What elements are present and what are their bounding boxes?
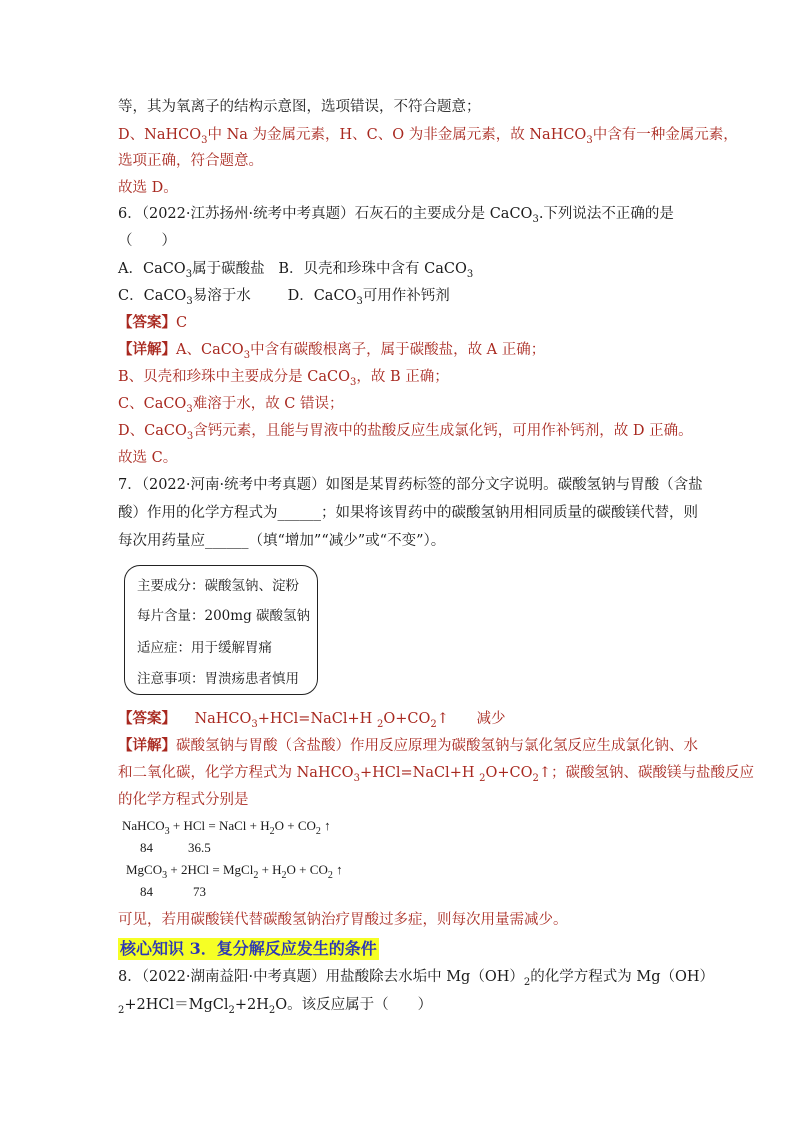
question-6-blank: （ ） — [118, 233, 176, 249]
equation-1-mass-a: 84 — [140, 840, 153, 855]
section-heading: 核心知识 3．复分解反应发生的条件 — [120, 939, 377, 958]
equation-2-mass-b: 73 — [193, 884, 206, 899]
medicine-label-box — [124, 565, 318, 695]
detail-line: C、CaCO$_3$难溶于水，故 C 错误； — [118, 396, 344, 415]
question-6-options-ab: A．CaCO$_3$属于碳酸盐 B．贝壳和珍珠中含有 CaCO$_3$ — [118, 261, 474, 280]
answer-line: 【答案】C — [118, 314, 188, 331]
question-8-stem: $_2+2HCl=MgCl_2+2H_2O$。该反应属于（ ） — [118, 997, 433, 1016]
detail-line: 【详解】A、CaCO$_3$中含有碳酸根离子，属于碳酸盐，故 A 正确； — [118, 341, 546, 361]
text-line: 等，其为氧离子的结构示意图，选项错误，不符合题意； — [118, 99, 481, 115]
question-7-stem: 每次用药量应______（填“增加”“减少”或“不变”）。 — [118, 533, 446, 549]
question-6-stem: 6．（2022·江苏扬州·统考中考真题）石灰石的主要成分是 CaCO$_3$.下列说法不正确的是 — [118, 206, 674, 225]
detail-line: D、CaCO$_3$含钙元素，且能与胃液中的盐酸反应生成氯化钙，可用作补钙剂，故 D 正确。 — [118, 423, 693, 442]
question-6-options-cd: C．CaCO$_3$易溶于水 D．CaCO$_3$可用作补钙剂 — [118, 288, 450, 307]
question-8-stem: 8．（2022·湖南益阳·中考真题）用盐酸除去水垢中 $Mg(OH)_2$的化学方程式为 Mg（OH） — [118, 969, 715, 988]
text-line: 选项正确，符合题意。 — [118, 153, 263, 169]
answer-line: 【答案】 NaHCO$_3$+HCl=NaCl+H $_2O+CO_2↑$ 减少 — [118, 710, 506, 730]
label-line: 主要成分：碳酸氢钠、淀粉 — [137, 578, 299, 594]
equation-2-mass-a: 84 — [140, 884, 153, 899]
equation-1: NaHCO$_3$ + HCl = NaCl + $H_2O + CO_2$ ↑ — [122, 818, 331, 837]
equation-1-mass-b: 36.5 — [188, 840, 211, 855]
label-line: 每片含量：200mg 碳酸氢钠 — [137, 608, 311, 624]
label-line: 注意事项：胃溃疡患者慎用 — [137, 671, 299, 687]
detail-line: B、贝壳和珍珠中主要成分是 CaCO$_3$，故 B 正确； — [118, 369, 449, 388]
conclusion-line: 可见，若用碳酸镁代替碳酸氢钠治疗胃酸过多症，则每次用量需减少。 — [118, 912, 568, 928]
detail-line: 的化学方程式分别是 — [118, 792, 249, 808]
question-7-stem: 酸）作用的化学方程式为______；如果将该胃药中的碳酸氢钠用相同质量的碳酸镁代替，则 — [118, 505, 698, 521]
conclusion-line: 故选 C。 — [118, 450, 178, 466]
text-line: 故选 D。 — [118, 180, 178, 196]
detail-line: 【详解】碳酸氢钠与胃酸（含盐酸）作用反应原理为碳酸氢钠与氯化氢反应生成氯化钠、水 — [118, 737, 698, 754]
detail-line: 和二氧化碳，化学方程式为 NaHCO$_3$+HCl=NaCl+H $_2O+CO_2↑$；碳酸氢钠、碳酸镁与盐酸反应 — [118, 765, 755, 784]
question-7-stem: 7．（2022·河南·统考中考真题）如图是某胃药标签的部分文字说明。碳酸氢钠与胃酸（含盐 — [118, 477, 703, 493]
text-line: D、NaHCO$_3$中 Na 为金属元素，H、C、O 为非金属元素，故 NaHCO$_3$中含有一种金属元素， — [118, 127, 738, 146]
label-line: 适应症：用于缓解胃痛 — [137, 640, 272, 656]
equation-2: MgCO$_3$ + 2HCl = MgCl$_2$ + $H_2O + CO_2$ ↑ — [126, 862, 343, 881]
